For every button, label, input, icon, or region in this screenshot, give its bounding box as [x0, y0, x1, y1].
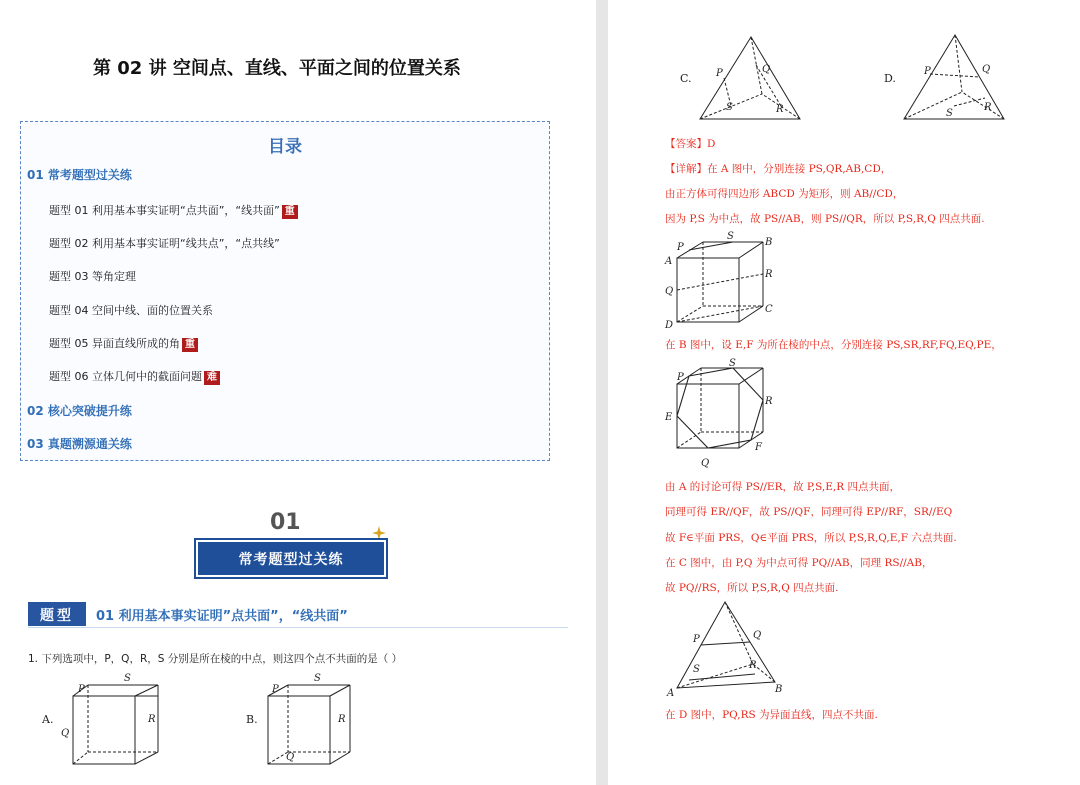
- svg-text:F: F: [755, 442, 762, 453]
- cube-diagram-a: [663, 230, 783, 332]
- svg-text:R: R: [984, 102, 992, 113]
- svg-text:S: S: [124, 673, 131, 684]
- svg-text:B: B: [775, 684, 783, 695]
- svg-text:A: A: [667, 688, 675, 698]
- option-label-a[interactable]: A.: [42, 713, 54, 726]
- option-label-b[interactable]: B.: [246, 713, 258, 726]
- option-label-d[interactable]: D.: [884, 72, 896, 85]
- toc-item-label: 题型 06 立体几何中的截面问题: [49, 370, 202, 383]
- divider: [28, 627, 568, 628]
- svg-text:A: A: [665, 256, 673, 267]
- section-number: 01: [270, 510, 301, 535]
- svg-text:Q: Q: [701, 458, 710, 469]
- svg-text:R: R: [765, 269, 773, 280]
- cube-diagram-b: [663, 356, 783, 471]
- question-type-title: 01 利用基本事实证明”点共面”，“线共面”: [96, 609, 348, 624]
- svg-text:S: S: [314, 673, 321, 684]
- svg-text:B: B: [765, 237, 773, 248]
- toc-item-label: 题型 03 等角定理: [49, 270, 136, 283]
- svg-text:R: R: [338, 714, 346, 725]
- toc-item-label: 题型 05 异面直线所成的角: [49, 337, 180, 350]
- svg-text:Q: Q: [286, 752, 295, 763]
- explanation-line: 同理可得 ER//QF，故 PS//QF，同理可得 EP//RF，SR//EQ: [665, 506, 953, 518]
- toc-item-label: 题型 01 利用基本事实证明“点共面”，“线共面”: [49, 204, 280, 217]
- explanation-line: 由正方体可得四边形 ABCD 为矩形，则 AB//CD，: [665, 188, 904, 200]
- question-text: 1. 下列选项中，P，Q，R，S 分别是所在棱的中点，则这四个点不共面的是（ ）: [28, 653, 403, 665]
- svg-text:S: S: [946, 108, 953, 119]
- svg-text:P: P: [677, 372, 684, 383]
- option-label-c[interactable]: C.: [680, 72, 692, 85]
- svg-text:Q: Q: [665, 286, 674, 297]
- explanation-line: 在 B 图中，设 E,F 为所在棱的中点，分别连接 PS,SR,RF,FQ,EQ,PE，: [665, 339, 1002, 351]
- explanation-line: 在 D 图中，PQ,RS 为异面直线，四点不共面.: [665, 709, 878, 721]
- question-type-label: 题型: [40, 608, 74, 624]
- svg-text:P: P: [272, 684, 279, 695]
- toc-item-label: 题型 04 空间中线、面的位置关系: [49, 304, 213, 317]
- page-title: 第 02 讲 空间点、直线、平面之间的位置关系: [93, 58, 461, 79]
- section-banner-title: 常考题型过关练: [238, 552, 344, 568]
- explanation-line: 故 F∈平面 PRS，Q∈平面 PRS，所以 P,S,R,Q,E,F 六点共面.: [665, 532, 957, 544]
- tetra-figure-c: [696, 32, 806, 124]
- section-banner: [196, 540, 386, 577]
- svg-text:R: R: [765, 396, 773, 407]
- svg-text:E: E: [665, 412, 673, 423]
- svg-text:P: P: [693, 634, 700, 645]
- svg-text:P: P: [924, 66, 931, 77]
- svg-text:Q: Q: [753, 630, 762, 641]
- svg-text:S: S: [693, 664, 700, 675]
- svg-text:C: C: [765, 304, 773, 315]
- cube-figure-b: [262, 670, 372, 780]
- toc-heading: 目录: [268, 137, 302, 157]
- svg-text:Q: Q: [982, 64, 991, 75]
- svg-text:S: S: [729, 358, 736, 369]
- toc-item[interactable]: [49, 302, 213, 318]
- svg-text:D: D: [665, 320, 674, 331]
- answer: 【答案】D: [665, 138, 716, 150]
- svg-text:Q: Q: [61, 728, 70, 739]
- toc-item[interactable]: [49, 235, 280, 251]
- explanation-line: 在 C 图中，由 P,Q 为中点可得 PQ//AB，同理 RS//AB，: [665, 557, 933, 569]
- svg-text:P: P: [677, 242, 684, 253]
- explanation-line: 由 A 的讨论可得 PS//ER，故 P,S,E,R 四点共面，: [665, 481, 901, 493]
- svg-text:R: R: [749, 660, 757, 671]
- table-of-contents: [20, 121, 550, 461]
- tetra-figure-d: [900, 30, 1010, 124]
- svg-text:S: S: [726, 102, 733, 113]
- cube-figure-a: [58, 670, 168, 780]
- explanation-line: 故 PQ//RS，所以 P,S,R,Q 四点共面.: [665, 582, 839, 594]
- tag-badge: 重: [282, 205, 298, 219]
- toc-item[interactable]: [49, 202, 298, 219]
- svg-text:P: P: [78, 684, 85, 695]
- explanation-line: 【详解】在 A 图中，分别连接 PS,QR,AB,CD，: [665, 163, 892, 175]
- toc-item-label: 题型 02 利用基本事实证明“线共点”，“点共线”: [49, 237, 280, 250]
- svg-text:P: P: [716, 68, 723, 79]
- toc-item[interactable]: [49, 335, 198, 352]
- toc-section-2[interactable]: 02 核心突破提升练: [27, 404, 132, 418]
- toc-item[interactable]: [49, 268, 136, 284]
- explanation-line: 因为 P,S 为中点，故 PS//AB，则 PS//QR，所以 P,S,R,Q 四点共面.: [665, 213, 985, 225]
- sparkle-icon: [372, 526, 386, 540]
- right-page: [608, 0, 1080, 785]
- question-type-badge: [28, 602, 86, 626]
- tetra-diagram-c: [663, 598, 793, 698]
- svg-text:Q: Q: [762, 64, 771, 75]
- svg-text:S: S: [727, 231, 734, 242]
- tag-badge: 难: [204, 371, 220, 385]
- toc-section-1[interactable]: 01 常考题型过关练: [27, 168, 132, 182]
- svg-text:R: R: [776, 104, 784, 115]
- toc-section-3[interactable]: 03 真题溯源通关练: [27, 437, 132, 451]
- tag-badge: 重: [182, 338, 198, 352]
- toc-item[interactable]: [49, 368, 220, 385]
- svg-text:R: R: [148, 714, 156, 725]
